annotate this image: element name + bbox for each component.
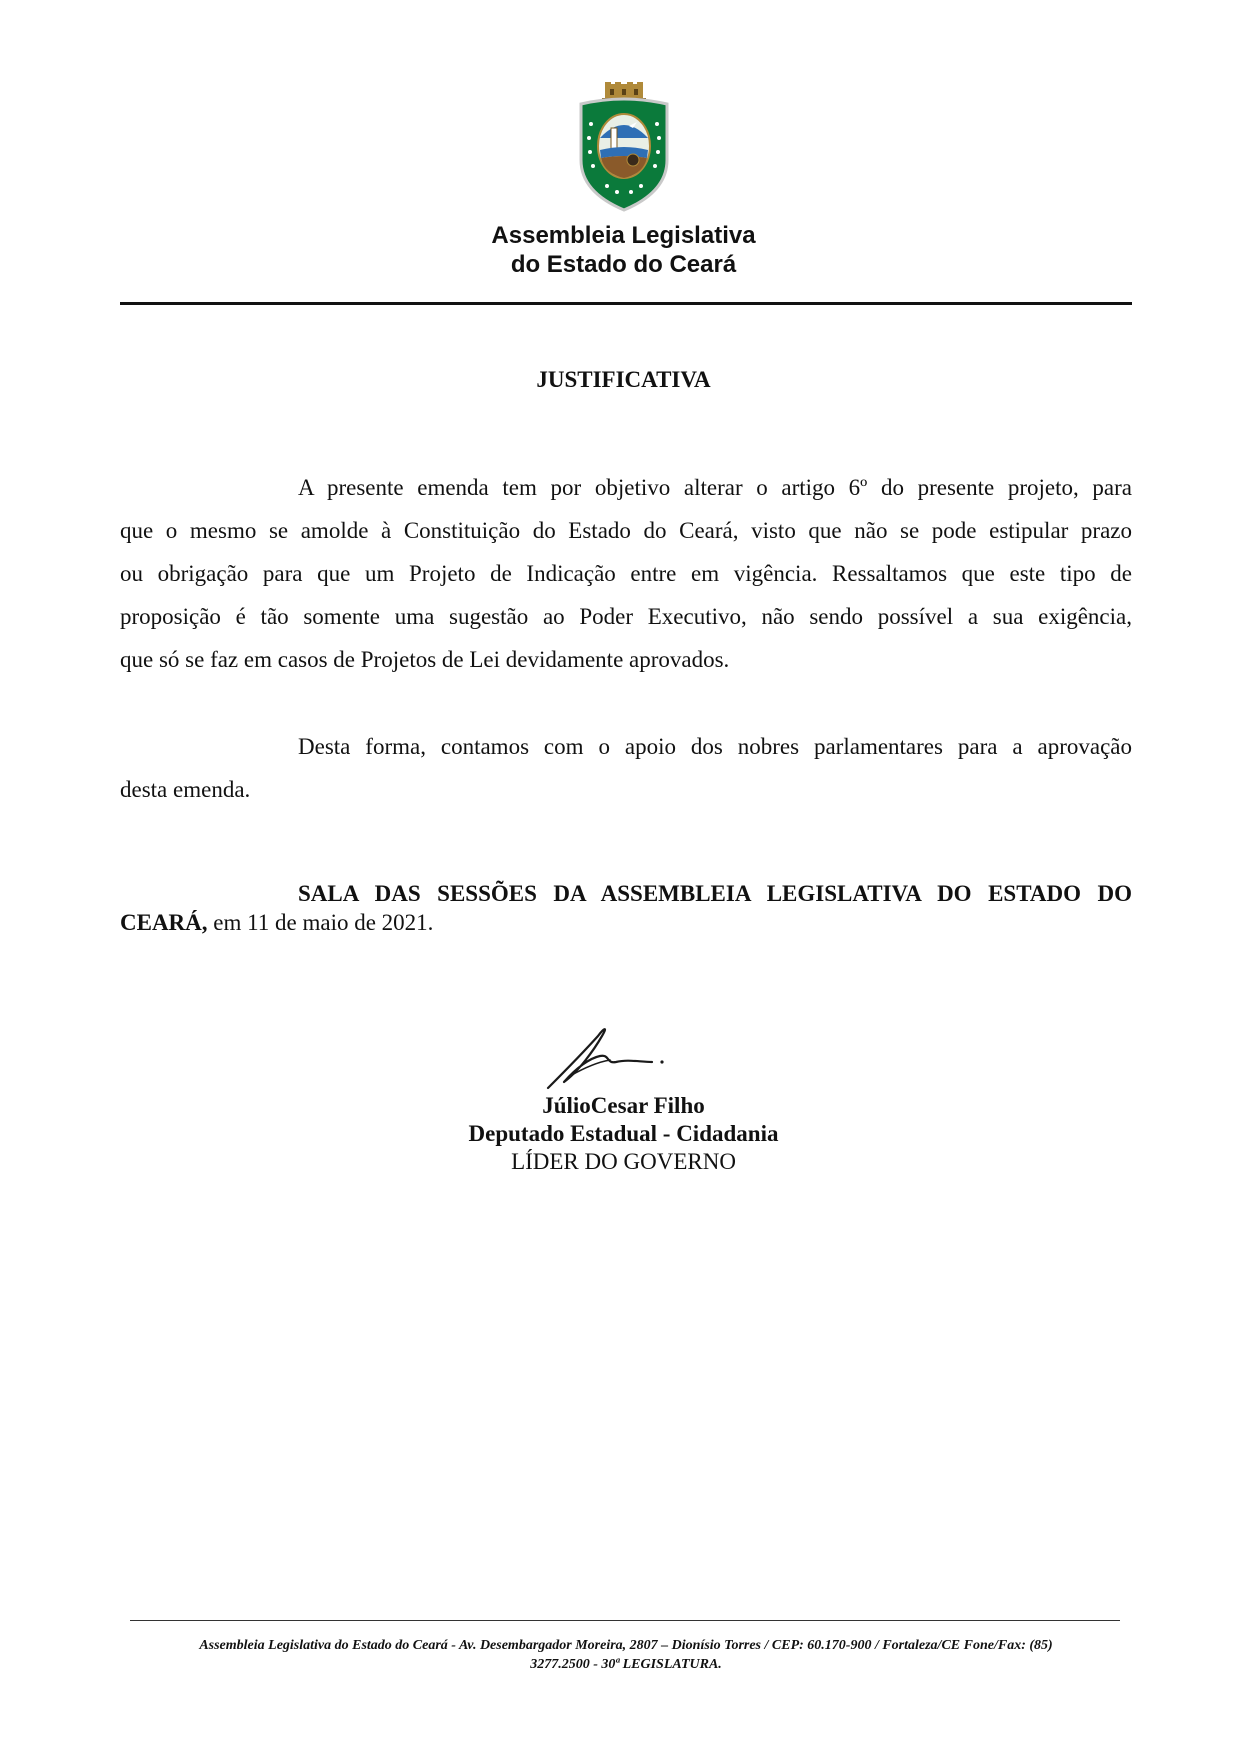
closing-line1: SALA DAS SESSÕES DA ASSEMBLEIA LEGISLATIVA DO ESTADO DO [298,881,1132,906]
ceara-coat-of-arms-icon [577,82,671,212]
signer-position: LÍDER DO GOVERNO [511,1149,736,1174]
paragraph1-line2: que o mesmo se amolde à Constituição do Estado do Ceará, visto que não se pode estipular prazo [120,518,1132,543]
footer-divider [130,1620,1120,1621]
paragraph1-line1: A presente emenda tem por objetivo alterar o artigo 6º do presente projeto, para [298,475,1132,500]
footer-address-line1: Assembleia Legislativa do Estado do Ceará - Av. Desembargador Moreira, 2807 – Dionísio Torres / CEP: 60.170-900 / Fortaleza/CE Fone/Fax: (85) [199,1638,1053,1653]
header-divider [120,302,1132,305]
paragraph2-line2: desta emenda. [120,777,251,802]
signer-role: Deputado Estadual - Cidadania [468,1121,779,1146]
paragraph1-line3: ou obrigação para que um Projeto de Indicação entre em vigência. Ressaltamos que este tipo de [120,561,1132,586]
handwritten-signature-icon [540,1022,670,1094]
paragraph1-line5: que só se faz em casos de Projetos de Lei devidamente aprovados. [120,647,730,672]
footer-address-line2: 3277.2500 - 30ª LEGISLATURA. [530,1657,722,1672]
closing-state-name: CEARÁ, [120,910,208,935]
document-title: JUSTIFICATIVA [536,367,711,392]
closing-line2 [120,909,433,937]
paragraph1-line4: proposição é tão somente uma sugestão ao Poder Executivo, não sendo possível a sua exigência, [120,604,1132,629]
header-title-line2: do Estado do Ceará [510,251,737,278]
header-title-line1: Assembleia Legislativa [491,222,756,249]
closing-date: em 11 de maio de 2021. [207,910,434,935]
paragraph2-line1: Desta forma, contamos com o apoio dos nobres parlamentares para a aprovação [298,734,1132,759]
signer-name: JúlioCesar Filho [542,1093,705,1118]
